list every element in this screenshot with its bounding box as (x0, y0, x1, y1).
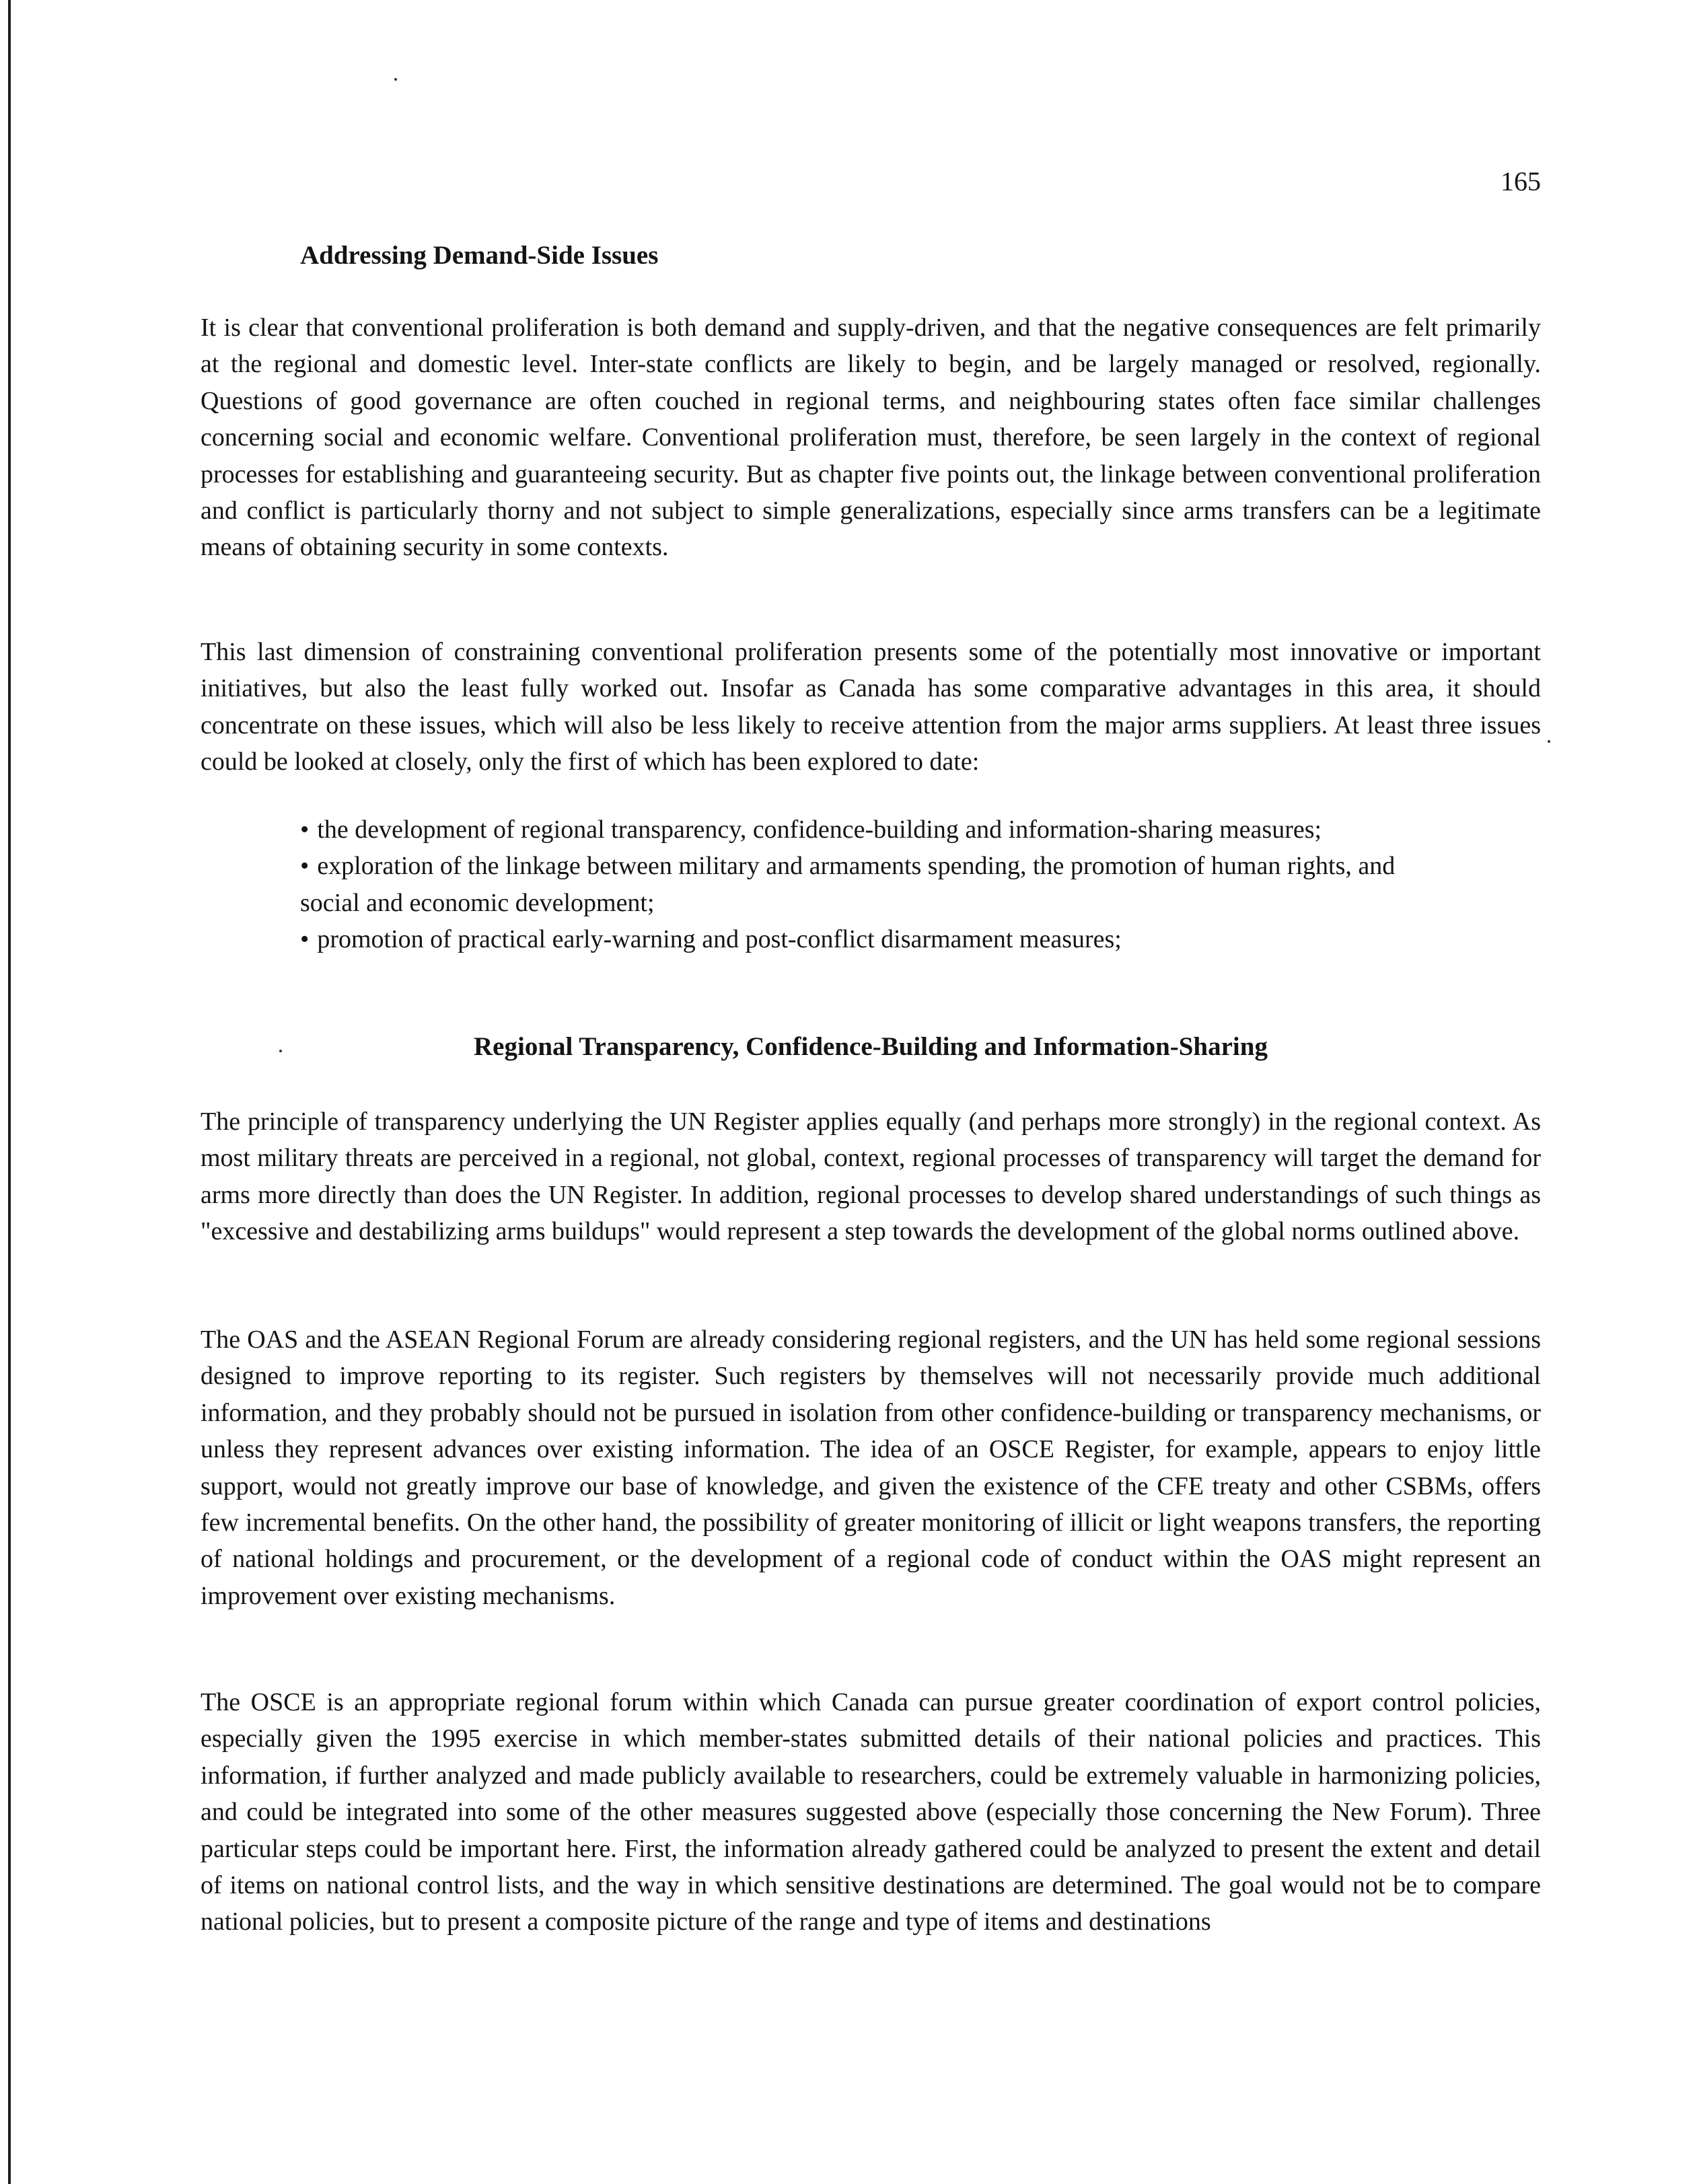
paragraph: It is clear that conventional proliferation is both demand and supply-driven, and that the negative consequences are felt primarily at the regional and domestic level. Inter-state conflicts are likely to begin, and be largely managed or resolved, regionally. Questions of good governance are often couched in regional terms, and neighbouring states often face similar challenges concerning social and economic welfare. Conventional proliferation must, therefore, be seen largely in the context of regional processes for establishing and guaranteeing security. But as chapter five points out, the linkage between conventional proliferation and conflict is particularly thorny and not subject to simple generalizations, especially since arms transfers can be a legitimate means of obtaining security in some contexts. (201, 314, 1541, 562)
list-item-text: exploration of the linkage between military and armaments spending, the promotion of human rights, and social and economic development; (300, 852, 1396, 917)
bullet-icon: • (300, 925, 310, 954)
paragraph: This last dimension of constraining conventional proliferation presents some of the potentially most innovative or important initiatives, but also the least fully worked out. Insofar as Canada has some comparative advantages in this area, it should concentrate on these issues, which will also be less likely to receive attention from the major arms suppliers. At least three issues could be looked at closely, only the first of which has been explored to date: (201, 638, 1541, 776)
scan-left-edge-line (8, 0, 11, 2184)
document-page (201, 0, 1541, 2184)
list-item (300, 848, 1451, 921)
paragraph: The OSCE is an appropriate regional forum within which Canada can pursue greater coordination of export control policies, especially given the 1995 exercise in which member-states submitted details of their national policies and practices. This information, if further analyzed and made publicly available to researchers, could be extremely valuable in harmonizing policies, and could be integrated into some of the other measures suggested above (especially those concerning the New Forum). Three particular steps could be important here. First, the information already gathered could be analyzed to present the extent and detail of items on national control lists, and the way in which sensitive destinations are determined. The goal would not be to compare national policies, but to present a composite picture of the range and type of items and destinations (201, 1688, 1541, 1936)
section-heading-regional: Regional Transparency, Confidence-Building and Information-Sharing (474, 1032, 1268, 1061)
list-item-text: promotion of practical early-warning and post-conflict disarmament measures; (317, 925, 1122, 954)
list-item (300, 921, 1451, 957)
page-number: 165 (1501, 166, 1541, 196)
scan-speck (1548, 740, 1550, 743)
section-heading-demand-side: Addressing Demand-Side Issues (300, 241, 659, 270)
list-item (300, 811, 1451, 848)
paragraph: The principle of transparency underlying the UN Register applies equally (and perhaps more strongly) in the regional context. As most military threats are perceived in a regional, not global, context, regional processes of transparency will target the demand for arms more directly than does the UN Register. In addition, regional processes to develop shared understandings of such things as "excessive and destabilizing arms buildups" would represent a step towards the development of the global norms outlined above. (201, 1107, 1541, 1246)
issue-list (300, 811, 1451, 958)
bullet-icon: • (300, 852, 310, 881)
bullet-icon: • (300, 815, 310, 844)
paragraph: The OAS and the ASEAN Regional Forum are already considering regional registers, and the UN has held some regional sessions designed to improve reporting to its register. Such registers by themselves will not necessarily provide much additional information, and they probably should not be pursued in isolation from other confidence-building or transparency mechanisms, or unless they represent advances over existing information. The idea of an OSCE Register, for example, appears to enjoy little support, would not greatly improve our base of knowledge, and given the existence of the CFE treaty and other CSBMs, offers few incremental benefits. On the other hand, the possibility of greater monitoring of illicit or light weapons transfers, the reporting of national holdings and procurement, or the development of a regional code of conduct within the OAS might represent an improvement over existing mechanisms. (201, 1325, 1541, 1610)
list-item-text: the development of regional transparency, confidence-building and information-sharing measures; (317, 815, 1322, 844)
